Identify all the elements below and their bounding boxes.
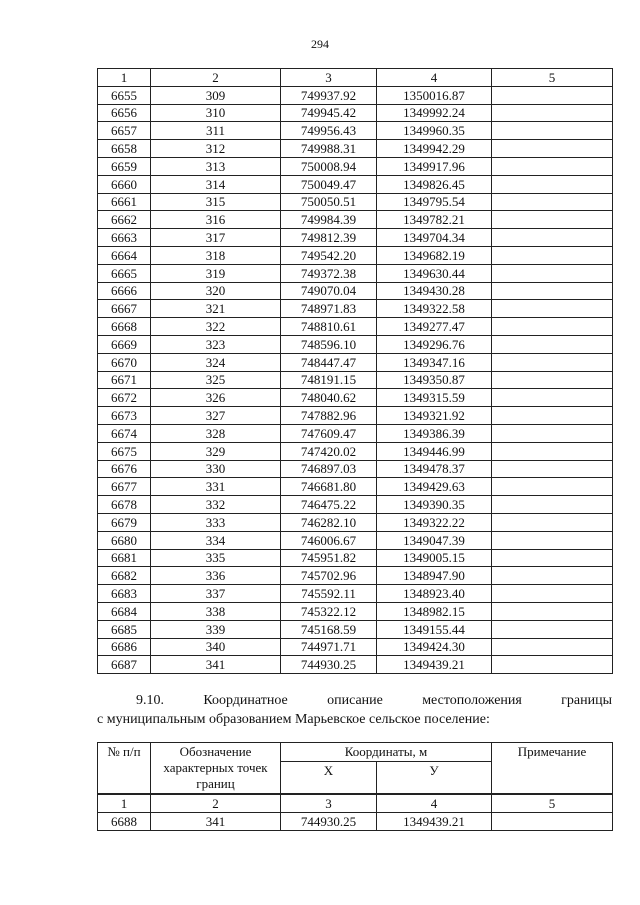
table-cell: 6657 bbox=[98, 122, 151, 140]
table-cell: 2 bbox=[151, 794, 281, 813]
table-cell: 316 bbox=[151, 211, 281, 229]
paragraph-word: описание bbox=[327, 693, 383, 708]
table-cell: 310 bbox=[151, 104, 281, 122]
table-row bbox=[98, 442, 613, 460]
table-cell: 1349429.63 bbox=[377, 478, 492, 496]
table-cell: 6661 bbox=[98, 193, 151, 211]
table-row bbox=[98, 371, 613, 389]
table-cell: 746897.03 bbox=[281, 460, 377, 478]
header-y: У bbox=[377, 761, 492, 794]
table-cell: 6676 bbox=[98, 460, 151, 478]
table-cell: 6659 bbox=[98, 157, 151, 175]
table-cell: 1348923.40 bbox=[377, 585, 492, 603]
table-cell: 6663 bbox=[98, 229, 151, 247]
table-cell: 749945.42 bbox=[281, 104, 377, 122]
table-row bbox=[98, 549, 613, 567]
table-row bbox=[98, 513, 613, 531]
table-cell: 747420.02 bbox=[281, 442, 377, 460]
page-number: 294 bbox=[311, 37, 329, 51]
table-cell: 1349347.16 bbox=[377, 353, 492, 371]
table-row bbox=[98, 318, 613, 336]
paragraph-word: 9.10. bbox=[136, 693, 164, 708]
table-cell: 1349942.29 bbox=[377, 140, 492, 158]
table-cell: 1349795.54 bbox=[377, 193, 492, 211]
table-cell bbox=[492, 549, 613, 567]
paragraph-line-2: с муниципальным образованием Марьевское сельское поселение: bbox=[97, 712, 490, 727]
table-cell bbox=[492, 389, 613, 407]
table-cell: 330 bbox=[151, 460, 281, 478]
table-cell: 3 bbox=[281, 69, 377, 87]
table-cell: 1349446.99 bbox=[377, 442, 492, 460]
table-cell: 6667 bbox=[98, 300, 151, 318]
table-cell: 6675 bbox=[98, 442, 151, 460]
table-cell: 309 bbox=[151, 86, 281, 104]
table-cell: 331 bbox=[151, 478, 281, 496]
table-cell: 6685 bbox=[98, 620, 151, 638]
table-cell bbox=[492, 424, 613, 442]
table-cell bbox=[492, 371, 613, 389]
paragraph-line-1 bbox=[97, 691, 612, 710]
table-cell: 6666 bbox=[98, 282, 151, 300]
table-cell: 1348982.15 bbox=[377, 602, 492, 620]
table-row bbox=[98, 193, 613, 211]
table-row bbox=[98, 602, 613, 620]
table-row bbox=[98, 353, 613, 371]
table-number-row bbox=[98, 794, 613, 813]
table-cell: 1349315.59 bbox=[377, 389, 492, 407]
table-cell: 3 bbox=[281, 794, 377, 813]
table-cell: 749988.31 bbox=[281, 140, 377, 158]
table-cell: 319 bbox=[151, 264, 281, 282]
table-cell: 1349155.44 bbox=[377, 620, 492, 638]
table-row bbox=[98, 282, 613, 300]
table-cell: 6664 bbox=[98, 246, 151, 264]
table-row bbox=[98, 567, 613, 585]
table-cell bbox=[492, 140, 613, 158]
table-row bbox=[98, 246, 613, 264]
table-cell: 1349630.44 bbox=[377, 264, 492, 282]
table-cell: 6688 bbox=[98, 812, 151, 830]
table-cell: 1349005.15 bbox=[377, 549, 492, 567]
header-num: № п/п bbox=[98, 743, 151, 794]
table-cell: 1349439.21 bbox=[377, 812, 492, 830]
table-cell: 1349390.35 bbox=[377, 496, 492, 514]
table-cell bbox=[492, 496, 613, 514]
table-header-row bbox=[98, 69, 613, 87]
table-cell: 6684 bbox=[98, 602, 151, 620]
table-cell: 750049.47 bbox=[281, 175, 377, 193]
table-cell: 1349277.47 bbox=[377, 318, 492, 336]
table-cell bbox=[492, 567, 613, 585]
table-cell: 320 bbox=[151, 282, 281, 300]
table-cell: 1349478.37 bbox=[377, 460, 492, 478]
table-cell: 1349682.19 bbox=[377, 246, 492, 264]
table-row bbox=[98, 620, 613, 638]
table-row bbox=[98, 104, 613, 122]
table-cell: 340 bbox=[151, 638, 281, 656]
table-cell: 313 bbox=[151, 157, 281, 175]
header-x: X bbox=[281, 761, 377, 794]
table-cell: 746282.10 bbox=[281, 513, 377, 531]
table-cell: 6655 bbox=[98, 86, 151, 104]
table-cell: 1348947.90 bbox=[377, 567, 492, 585]
table-cell: 750050.51 bbox=[281, 193, 377, 211]
table-cell: 6674 bbox=[98, 424, 151, 442]
table-cell bbox=[492, 318, 613, 336]
table-cell: 1349047.39 bbox=[377, 531, 492, 549]
table-cell bbox=[492, 407, 613, 425]
table-cell: 6672 bbox=[98, 389, 151, 407]
table-row bbox=[98, 335, 613, 353]
header-designation: Обозначение характерных точек границ bbox=[151, 743, 281, 794]
table-header-row bbox=[98, 743, 613, 762]
table-cell: 341 bbox=[151, 812, 281, 830]
table-cell bbox=[492, 442, 613, 460]
table-cell: 747882.96 bbox=[281, 407, 377, 425]
table-cell: 322 bbox=[151, 318, 281, 336]
table-cell bbox=[492, 157, 613, 175]
table-row bbox=[98, 656, 613, 674]
table-row bbox=[98, 175, 613, 193]
table-cell: 6683 bbox=[98, 585, 151, 603]
table-cell: 1349322.58 bbox=[377, 300, 492, 318]
table-cell: 1349826.45 bbox=[377, 175, 492, 193]
table-row bbox=[98, 140, 613, 158]
table-cell bbox=[492, 122, 613, 140]
table-cell bbox=[492, 175, 613, 193]
table-cell: 1349992.24 bbox=[377, 104, 492, 122]
table-row bbox=[98, 157, 613, 175]
table-cell bbox=[492, 246, 613, 264]
table-cell: 1349960.35 bbox=[377, 122, 492, 140]
boundary-table bbox=[97, 742, 613, 831]
table-cell: 749070.04 bbox=[281, 282, 377, 300]
table-cell: 744971.71 bbox=[281, 638, 377, 656]
table-cell: 747609.47 bbox=[281, 424, 377, 442]
table-cell: 748971.83 bbox=[281, 300, 377, 318]
table-cell: 341 bbox=[151, 656, 281, 674]
table-cell: 745951.82 bbox=[281, 549, 377, 567]
table-row bbox=[98, 264, 613, 282]
table-cell bbox=[492, 353, 613, 371]
table-cell: 750008.94 bbox=[281, 157, 377, 175]
table-cell bbox=[492, 531, 613, 549]
table-cell: 6670 bbox=[98, 353, 151, 371]
table-cell: 315 bbox=[151, 193, 281, 211]
table-cell bbox=[492, 229, 613, 247]
table-cell: 1 bbox=[98, 794, 151, 813]
table-cell: 314 bbox=[151, 175, 281, 193]
table-cell bbox=[492, 585, 613, 603]
table-cell bbox=[492, 620, 613, 638]
table-cell: 323 bbox=[151, 335, 281, 353]
table-cell: 746006.67 bbox=[281, 531, 377, 549]
table-cell: 324 bbox=[151, 353, 281, 371]
header-note: Примечание bbox=[492, 743, 613, 794]
section-paragraph bbox=[97, 691, 612, 729]
table-row bbox=[98, 300, 613, 318]
table-cell: 5 bbox=[492, 794, 613, 813]
table-cell: 339 bbox=[151, 620, 281, 638]
table-cell: 335 bbox=[151, 549, 281, 567]
coordinates-table bbox=[97, 68, 613, 674]
table-cell: 1349704.34 bbox=[377, 229, 492, 247]
table-row bbox=[98, 638, 613, 656]
table-row bbox=[98, 812, 613, 830]
table-cell: 745702.96 bbox=[281, 567, 377, 585]
table-cell: 749372.38 bbox=[281, 264, 377, 282]
table-cell: 328 bbox=[151, 424, 281, 442]
table-cell: 749937.92 bbox=[281, 86, 377, 104]
table-cell: 1349322.22 bbox=[377, 513, 492, 531]
paragraph-word: границы bbox=[561, 693, 612, 708]
table-cell: 748191.15 bbox=[281, 371, 377, 389]
table-cell: 1349350.87 bbox=[377, 371, 492, 389]
table-cell: 6681 bbox=[98, 549, 151, 567]
table-row bbox=[98, 407, 613, 425]
table-cell: 332 bbox=[151, 496, 281, 514]
table-cell: 745322.12 bbox=[281, 602, 377, 620]
table-cell: 746475.22 bbox=[281, 496, 377, 514]
table-cell: 1350016.87 bbox=[377, 86, 492, 104]
table-cell: 748810.61 bbox=[281, 318, 377, 336]
table-cell: 748040.62 bbox=[281, 389, 377, 407]
table-cell bbox=[492, 656, 613, 674]
table-cell: 745592.11 bbox=[281, 585, 377, 603]
table-cell: 6660 bbox=[98, 175, 151, 193]
table-cell: 748447.47 bbox=[281, 353, 377, 371]
table-cell bbox=[492, 282, 613, 300]
table-cell: 6668 bbox=[98, 318, 151, 336]
table-cell: 1349782.21 bbox=[377, 211, 492, 229]
table-row bbox=[98, 478, 613, 496]
table-cell: 1349430.28 bbox=[377, 282, 492, 300]
table-cell: 4 bbox=[377, 794, 492, 813]
table-cell: 6656 bbox=[98, 104, 151, 122]
table-cell: 6682 bbox=[98, 567, 151, 585]
table-cell bbox=[492, 211, 613, 229]
table-cell: 749812.39 bbox=[281, 229, 377, 247]
table-cell bbox=[492, 104, 613, 122]
table-cell: 749542.20 bbox=[281, 246, 377, 264]
table-cell: 337 bbox=[151, 585, 281, 603]
paragraph-word: местоположения bbox=[422, 693, 522, 708]
table-cell: 6678 bbox=[98, 496, 151, 514]
table-cell: 745168.59 bbox=[281, 620, 377, 638]
paragraph-word: Координатное bbox=[203, 693, 288, 708]
table-cell: 6687 bbox=[98, 656, 151, 674]
table-cell: 1349424.30 bbox=[377, 638, 492, 656]
table-cell: 329 bbox=[151, 442, 281, 460]
table-cell: 1349296.76 bbox=[377, 335, 492, 353]
table-cell: 1349321.92 bbox=[377, 407, 492, 425]
table-cell: 4 bbox=[377, 69, 492, 87]
table-cell bbox=[492, 460, 613, 478]
table-cell: 6662 bbox=[98, 211, 151, 229]
table-cell: 6673 bbox=[98, 407, 151, 425]
table-cell: 1349386.39 bbox=[377, 424, 492, 442]
table-cell: 1349439.21 bbox=[377, 656, 492, 674]
table-cell bbox=[492, 335, 613, 353]
table-row bbox=[98, 585, 613, 603]
table-cell: 1349917.96 bbox=[377, 157, 492, 175]
table-cell: 317 bbox=[151, 229, 281, 247]
table-cell bbox=[492, 602, 613, 620]
table-cell bbox=[492, 638, 613, 656]
table-row bbox=[98, 211, 613, 229]
table-cell: 6686 bbox=[98, 638, 151, 656]
header-coordinates: Координаты, м bbox=[281, 743, 492, 762]
table-cell: 5 bbox=[492, 69, 613, 87]
table-cell: 338 bbox=[151, 602, 281, 620]
table-cell: 6677 bbox=[98, 478, 151, 496]
table-cell: 326 bbox=[151, 389, 281, 407]
table-cell: 325 bbox=[151, 371, 281, 389]
table-row bbox=[98, 86, 613, 104]
table-cell: 318 bbox=[151, 246, 281, 264]
table-cell: 6679 bbox=[98, 513, 151, 531]
table-cell: 744930.25 bbox=[281, 812, 377, 830]
table-cell: 336 bbox=[151, 567, 281, 585]
table-cell: 749956.43 bbox=[281, 122, 377, 140]
table-cell: 321 bbox=[151, 300, 281, 318]
table-cell: 327 bbox=[151, 407, 281, 425]
table-cell: 6669 bbox=[98, 335, 151, 353]
table-cell: 311 bbox=[151, 122, 281, 140]
table-cell bbox=[492, 86, 613, 104]
table-cell bbox=[492, 812, 613, 830]
table-cell bbox=[492, 513, 613, 531]
table-row bbox=[98, 496, 613, 514]
table-cell bbox=[492, 478, 613, 496]
table-cell: 6665 bbox=[98, 264, 151, 282]
table-cell bbox=[492, 264, 613, 282]
table-cell bbox=[492, 300, 613, 318]
table-row bbox=[98, 389, 613, 407]
table-cell: 1 bbox=[98, 69, 151, 87]
table-cell: 2 bbox=[151, 69, 281, 87]
table-row bbox=[98, 531, 613, 549]
table-cell: 744930.25 bbox=[281, 656, 377, 674]
table-cell: 6680 bbox=[98, 531, 151, 549]
table-cell: 749984.39 bbox=[281, 211, 377, 229]
table-cell: 746681.80 bbox=[281, 478, 377, 496]
table-cell: 334 bbox=[151, 531, 281, 549]
table-cell: 748596.10 bbox=[281, 335, 377, 353]
table-cell bbox=[492, 193, 613, 211]
table-row bbox=[98, 460, 613, 478]
table-cell: 333 bbox=[151, 513, 281, 531]
table-row bbox=[98, 424, 613, 442]
table-cell: 6671 bbox=[98, 371, 151, 389]
table-row bbox=[98, 229, 613, 247]
table-cell: 6658 bbox=[98, 140, 151, 158]
table-cell: 312 bbox=[151, 140, 281, 158]
table-row bbox=[98, 122, 613, 140]
